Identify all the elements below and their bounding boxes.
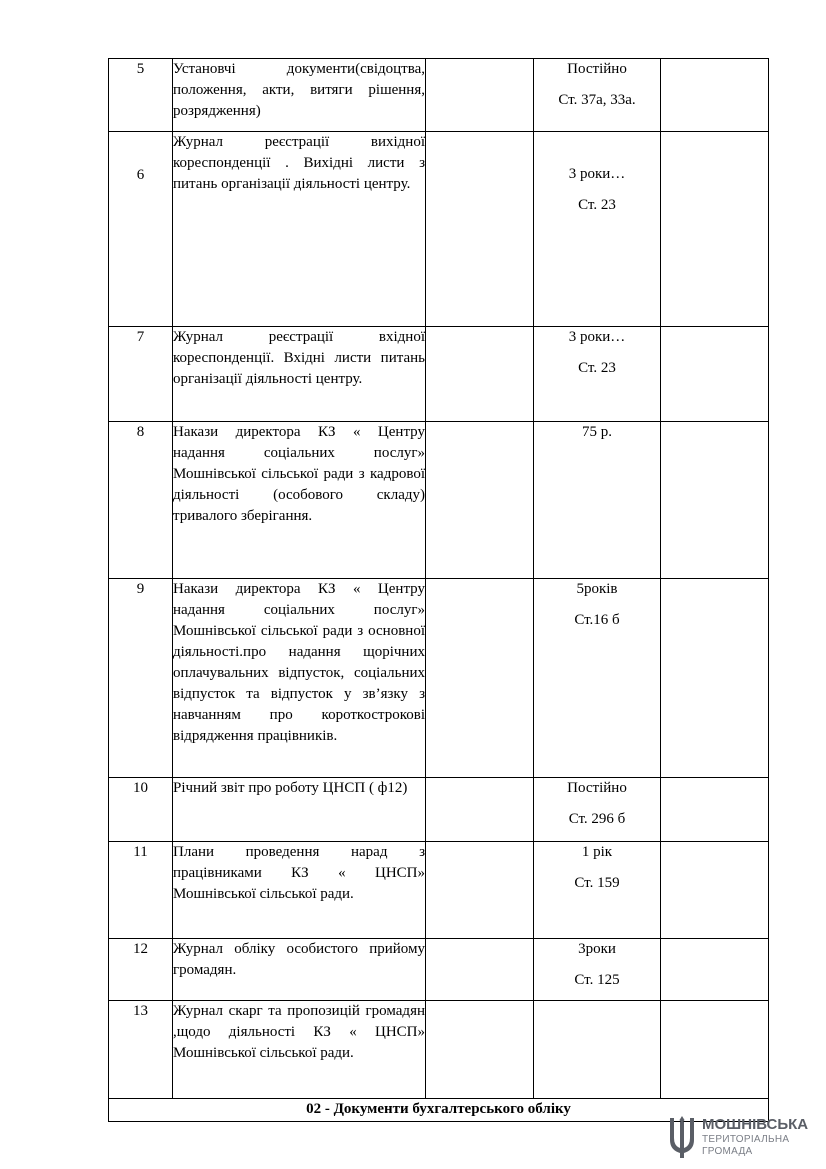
note-cell	[661, 579, 769, 778]
document-title: Журнал скарг та пропозицій громадян ,щодо діяльності КЗ « ЦНСП» Мошнівської сільської ради.	[173, 1001, 426, 1099]
row-number: 7	[109, 327, 173, 422]
retention-article: Ст. 159	[574, 875, 620, 891]
row-number: 10	[109, 778, 173, 842]
document-title: Плани проведення нарад з працівниками КЗ « ЦНСП» Мошнівської сільської ради.	[173, 842, 426, 939]
count-cell	[426, 842, 534, 939]
table-row	[109, 327, 769, 422]
retention-period: Постійно	[567, 61, 627, 77]
watermark-title: МОШНІВСЬКА	[702, 1116, 809, 1133]
table-row	[109, 939, 769, 1001]
retention-period: 1 рік	[581, 844, 613, 860]
row-number: 13	[109, 1001, 173, 1099]
note-cell	[661, 59, 769, 132]
count-cell	[426, 1001, 534, 1099]
document-title: Річний звіт про роботу ЦНСП ( ф12)	[173, 778, 426, 842]
count-cell	[426, 939, 534, 1001]
count-cell	[426, 327, 534, 422]
row-number: 6	[109, 132, 173, 327]
retention-article: Ст. 23	[578, 197, 616, 213]
note-cell	[661, 778, 769, 842]
row-number: 5	[109, 59, 173, 132]
row-number: 8	[109, 422, 173, 579]
table-row	[109, 579, 769, 778]
retention-term	[534, 327, 661, 422]
count-cell	[426, 59, 534, 132]
document-table	[108, 58, 769, 1122]
community-watermark	[667, 1116, 812, 1160]
document-title: Журнал обліку особистого прийому громадян.	[173, 939, 426, 1001]
count-cell	[426, 579, 534, 778]
section-heading: 02 - Документи бухгалтерського обліку	[109, 1099, 769, 1122]
row-number: 12	[109, 939, 173, 1001]
table-row	[109, 59, 769, 132]
retention-period: 3 роки…	[568, 329, 626, 345]
document-title: Журнал реєстрації вхідної кореспонденції. Вхідні листи питань організації діяльності центру.	[173, 327, 426, 422]
watermark-subtitle-1: ТЕРИТОРІАЛЬНА	[702, 1134, 790, 1145]
note-cell	[661, 422, 769, 579]
count-cell	[426, 132, 534, 327]
table-row	[109, 422, 769, 579]
trident-icon	[667, 1116, 697, 1160]
table-row	[109, 778, 769, 842]
retention-term	[534, 132, 661, 327]
retention-period: 5років	[576, 581, 618, 597]
document-title: Накази директора КЗ « Центру надання соціальних послуг» Мошнівської сільської ради з основної діяльності.про надання щорічних оплачувальних відпусток, соціальних відпусток та відпусток у зв’язку з навчанням про короткострокові відрядження працівників.	[173, 579, 426, 778]
note-cell	[661, 132, 769, 327]
note-cell	[661, 842, 769, 939]
retention-term	[534, 1001, 661, 1099]
table-row	[109, 842, 769, 939]
retention-term	[534, 422, 661, 579]
retention-article: Ст. 296 б	[568, 811, 626, 827]
retention-article: Ст.16 б	[574, 612, 620, 628]
document-title: Журнал реєстрації вихідної кореспонденції . Вихідні листи з питань організації діяльності центру.	[173, 132, 426, 327]
retention-term	[534, 59, 661, 132]
note-cell	[661, 1001, 769, 1099]
table-row	[109, 132, 769, 327]
watermark-subtitle-2: ГРОМАДА	[702, 1146, 753, 1157]
retention-article: Ст. 37а, 33а.	[558, 92, 636, 108]
note-cell	[661, 939, 769, 1001]
row-number: 11	[109, 842, 173, 939]
retention-period: 75 р.	[582, 424, 612, 440]
retention-article: Ст. 125	[574, 972, 620, 988]
retention-period: Постійно	[567, 780, 627, 796]
retention-term	[534, 842, 661, 939]
document-title: Установчі документи(свідоцтва, положення, акти, витяги рішення, розрядження)	[173, 59, 426, 132]
count-cell	[426, 778, 534, 842]
row-number: 9	[109, 579, 173, 778]
retention-term	[534, 579, 661, 778]
retention-term	[534, 939, 661, 1001]
count-cell	[426, 422, 534, 579]
note-cell	[661, 327, 769, 422]
document-title: Накази директора КЗ « Центру надання соціальних послуг» Мошнівської сільської ради з кадрової діяльності (особового складу) тривалого зберігання.	[173, 422, 426, 579]
retention-period: 3роки	[578, 941, 616, 957]
retention-term	[534, 778, 661, 842]
retention-period: 3 роки…	[568, 166, 626, 182]
table-row	[109, 1001, 769, 1099]
retention-article: Ст. 23	[578, 360, 616, 376]
